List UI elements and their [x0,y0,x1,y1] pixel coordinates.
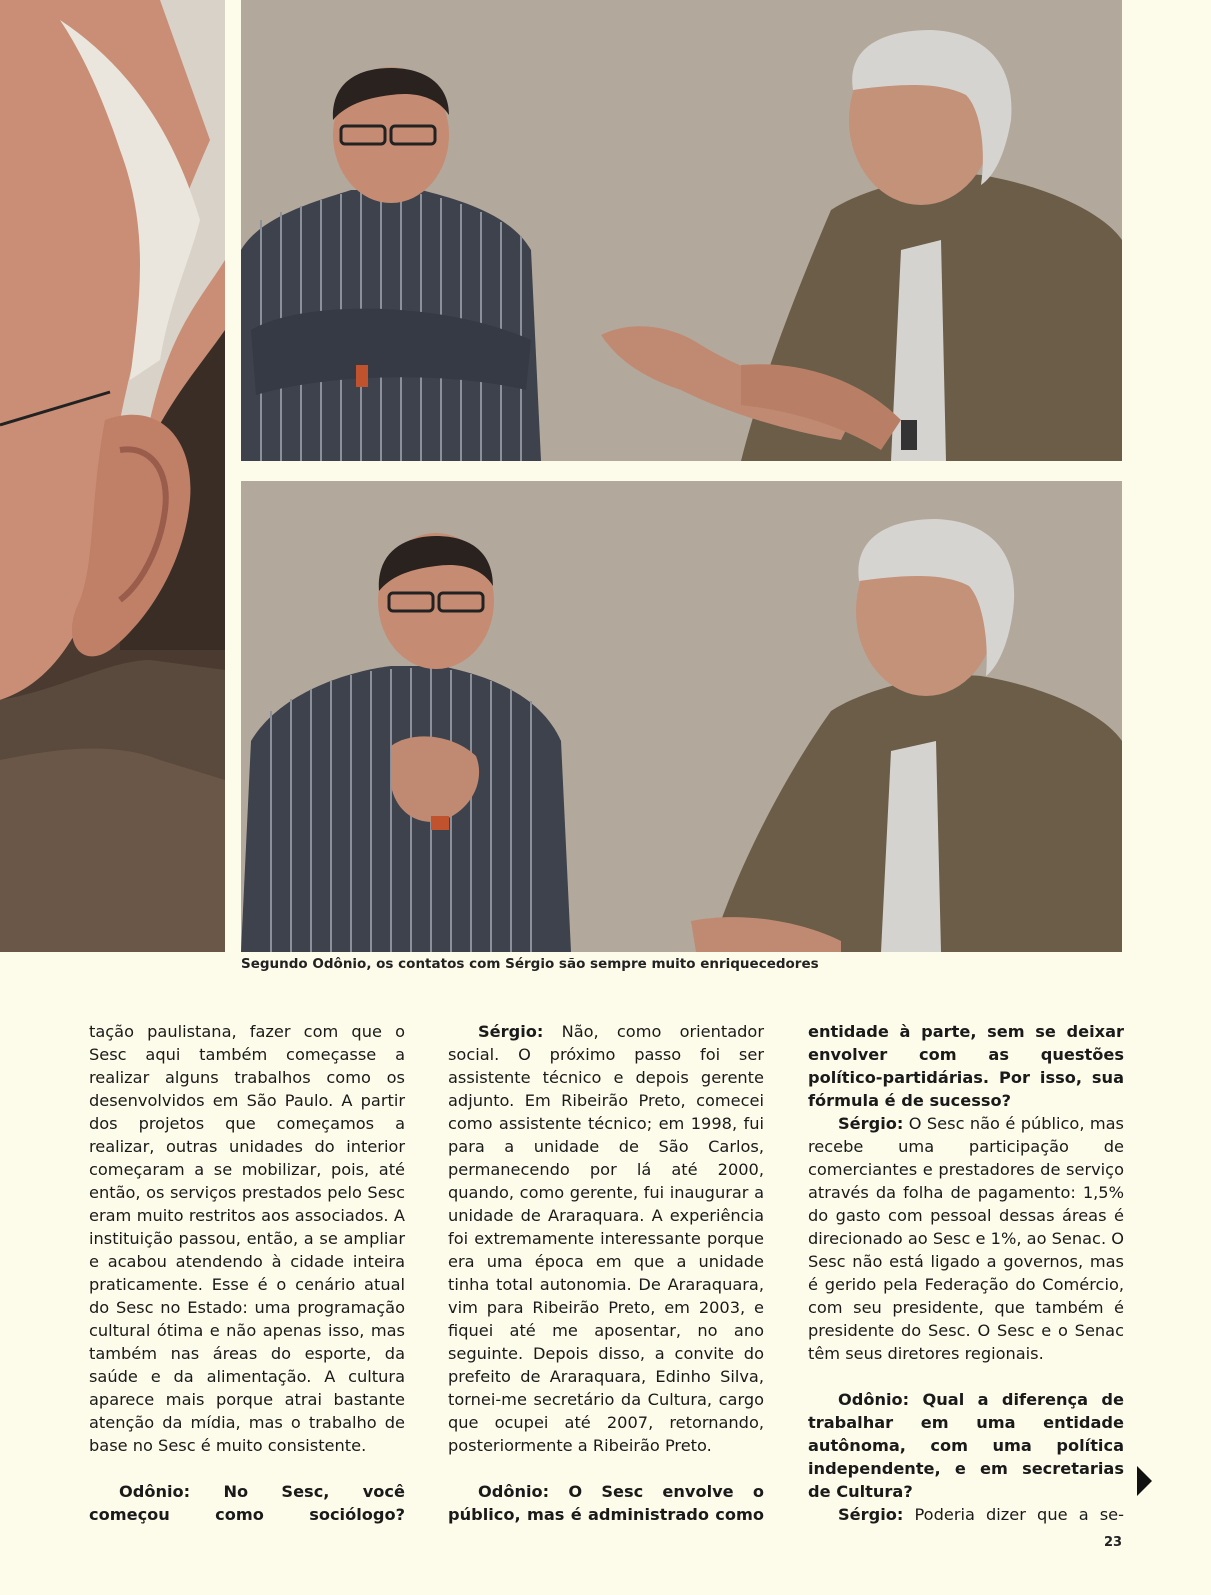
answer-text: O Sesc não é público, mas recebe uma participação de comerciantes e prestadores de serviço através da folha de pagamento: 1,5% do gasto com pessoal dessas áreas é direcionado ao Sesc e 1%, ao Senac. O Sesc não está ligado a governos, mas é gerido pela Federação do Comércio, com seu presidente, que também é presidente do Sesc. O Sesc e o Senac têm seus diretores regionais. [808,1114,1124,1363]
continue-arrow-icon [1137,1466,1152,1496]
body-paragraph [808,1112,1124,1365]
answer-text: Poderia dizer que a se- [914,1505,1124,1524]
conversation-illustration-top [241,0,1122,461]
interview-question-continued: entidade à parte, sem se deixar envolver com as questões político-partidárias. Por isso, sua fórmula é de sucesso? [808,1022,1124,1110]
page-number: 23 [1104,1535,1123,1550]
answer-text: Não, como orientador social. O próximo passo foi ser assistente técnico e depois gerente adjunto. Em Ribeirão Preto, comecei como assistente técnico; em 1998, fui para a unidade de São Carlos, permanecendo por lá até 2000, quando, como gerente, fui inaugurar a unidade de Araraquara. A experiência foi extremamente interessante porque era uma época em que a unidade tinha total autonomia. De Araraquara, vim para Ribeirão Preto, em 2003, e fiquei até me aposentar, no ano seguinte. Depois disso, a convite do prefeito de Araraquara, Edinho Silva, tornei-me secretário da Cultura, cargo que ocupei até 2007, retornando, posteriormente a Ribeirão Preto. [448,1022,764,1455]
photo-conversation-top [241,0,1122,461]
body-paragraph [808,1503,1124,1526]
interview-question: Odônio: O Sesc envolve o público, mas é administrado como [448,1482,764,1524]
interview-question: Odônio: Qual a diferença de trabalhar em uma entidade autônoma, com uma política independente, e em secretarias de Cultura? [808,1390,1124,1501]
body-paragraph [448,1020,764,1457]
body-paragraph: tação paulistana, fazer com que o Sesc aqui também começasse a realizar alguns trabalhos como os desenvolvidos em São Paulo. A partir dos projetos que começamos a realizar, outras unidades do interior começaram a se mobilizar, pois, até então, os serviços prestados pelo Sesc eram muito restritos aos associados. A instituição passou, então, a se ampliar e acabou atendendo à cidade inteira praticamente. Esse é o cenário atual do Sesc no Estado: uma programação cultural ótima e não apenas isso, mas também nas áreas do esporte, da saúde e da alimentação. A cultura aparece mais porque atrai bastante atenção da mídia, mas o trabalho de base no Sesc é muito consistente. [89,1022,405,1455]
photo-conversation-bottom [241,481,1122,952]
text-column-2 [448,1020,764,1526]
speaker-label: Sérgio: [838,1505,904,1524]
speaker-label: Sérgio: [478,1022,544,1041]
text-column-3 [808,1020,1124,1526]
speaker-label: Sérgio: [838,1114,904,1133]
photo-caption: Segundo Odônio, os contatos com Sérgio são sempre muito enriquecedores [241,956,819,972]
interview-question: Odônio: No Sesc, você começou como sociólogo? [89,1482,405,1524]
text-column-1 [89,1020,405,1526]
closeup-illustration [0,0,225,952]
conversation-illustration-bottom [241,481,1122,952]
photo-closeup-ear [0,0,225,952]
